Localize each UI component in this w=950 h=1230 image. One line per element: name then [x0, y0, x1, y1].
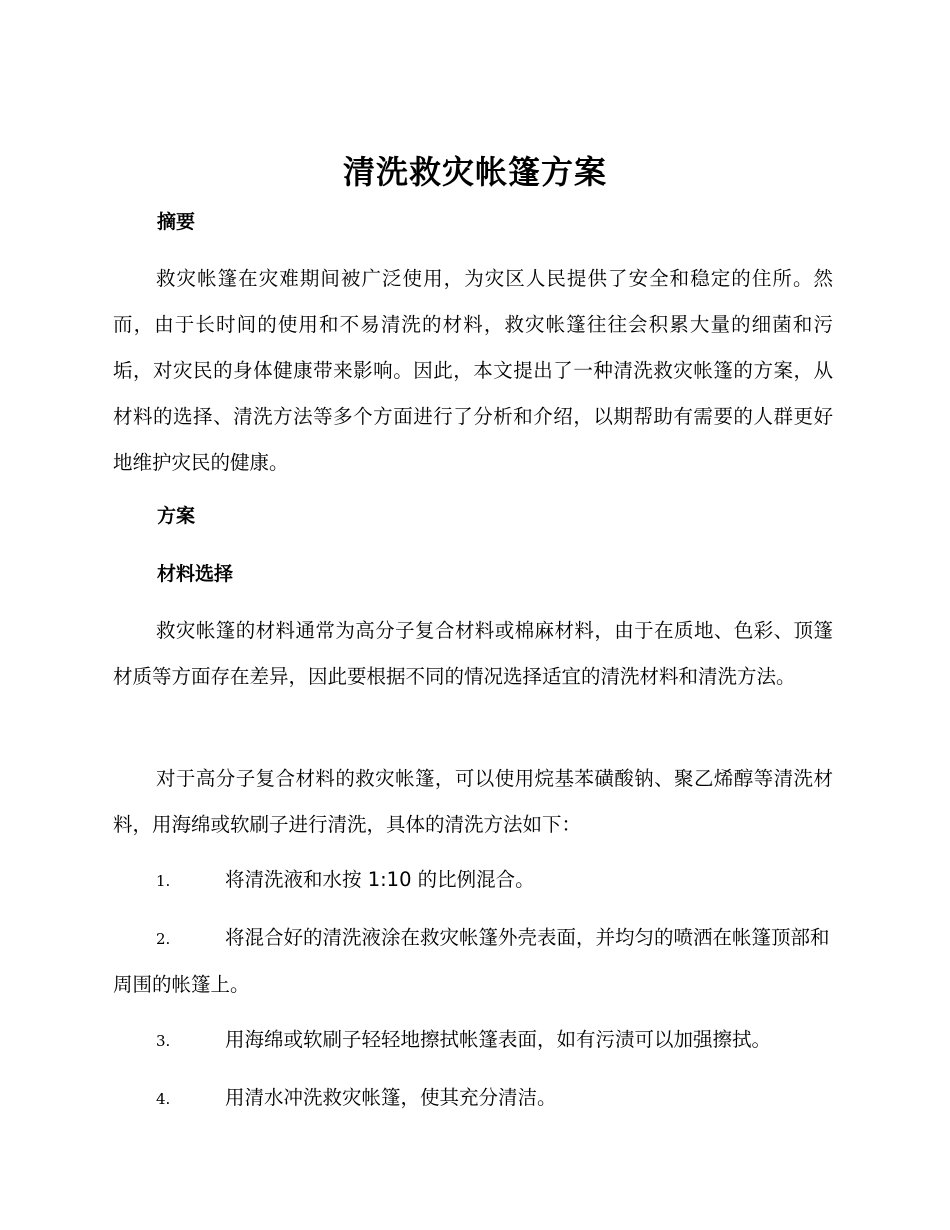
list-item-text: 将清洗液和水按 1:10 的比例混合。: [225, 868, 535, 891]
list-number: 3.: [156, 1032, 171, 1050]
list-item-text: 用清水冲洗救灾帐篷，使其充分清洁。: [225, 1086, 557, 1109]
list-item-4: [113, 1075, 833, 1122]
material-paragraph-1: 救灾帐篷的材料通常为高分子复合材料或棉麻材料，由于在质地、色彩、顶篷材质等方面存在差异，因此要根据不同的情况选择适宜的清洗材料和清洗方法。: [113, 619, 833, 688]
list-item-1: [113, 857, 833, 904]
material-selection-heading: 材料选择: [157, 563, 234, 585]
abstract-paragraph: 救灾帐篷在灾难期间被广泛使用，为灾区人民提供了安全和稳定的住所。然而，由于长时间的使用和不易清洗的材料，救灾帐篷往往会积累大量的细菌和污垢，对灾民的身体健康带来影响。因此，本文提出了一种清洗救灾帐篷的方案，从材料的选择、清洗方法等多个方面进行了分析和介绍，以期帮助有需要的人群更好地维护灾民的健康。: [113, 267, 833, 474]
list-number: 2.: [156, 930, 171, 948]
list-item-2: [113, 915, 833, 1008]
abstract-heading: 摘要: [157, 211, 196, 233]
list-number: 4.: [156, 1090, 171, 1108]
list-number: 1.: [156, 872, 171, 890]
list-item-3: [113, 1017, 833, 1064]
list-item-text: 将混合好的清洗液涂在救灾帐篷外壳表面，并均匀的喷洒在帐篷顶部和周围的帐篷上。: [113, 926, 830, 996]
plan-heading: 方案: [157, 505, 196, 527]
list-item-text: 用海绵或软刷子轻轻地擦拭帐篷表面，如有污渍可以加强擦拭。: [225, 1028, 772, 1051]
material-paragraph-2: 对于高分子复合材料的救灾帐篷，可以使用烷基苯磺酸钠、聚乙烯醇等清洗材料，用海绵或软刷子进行清洗，具体的清洗方法如下：: [113, 767, 833, 836]
document-title: 清洗救灾帐篷方案: [342, 153, 607, 191]
